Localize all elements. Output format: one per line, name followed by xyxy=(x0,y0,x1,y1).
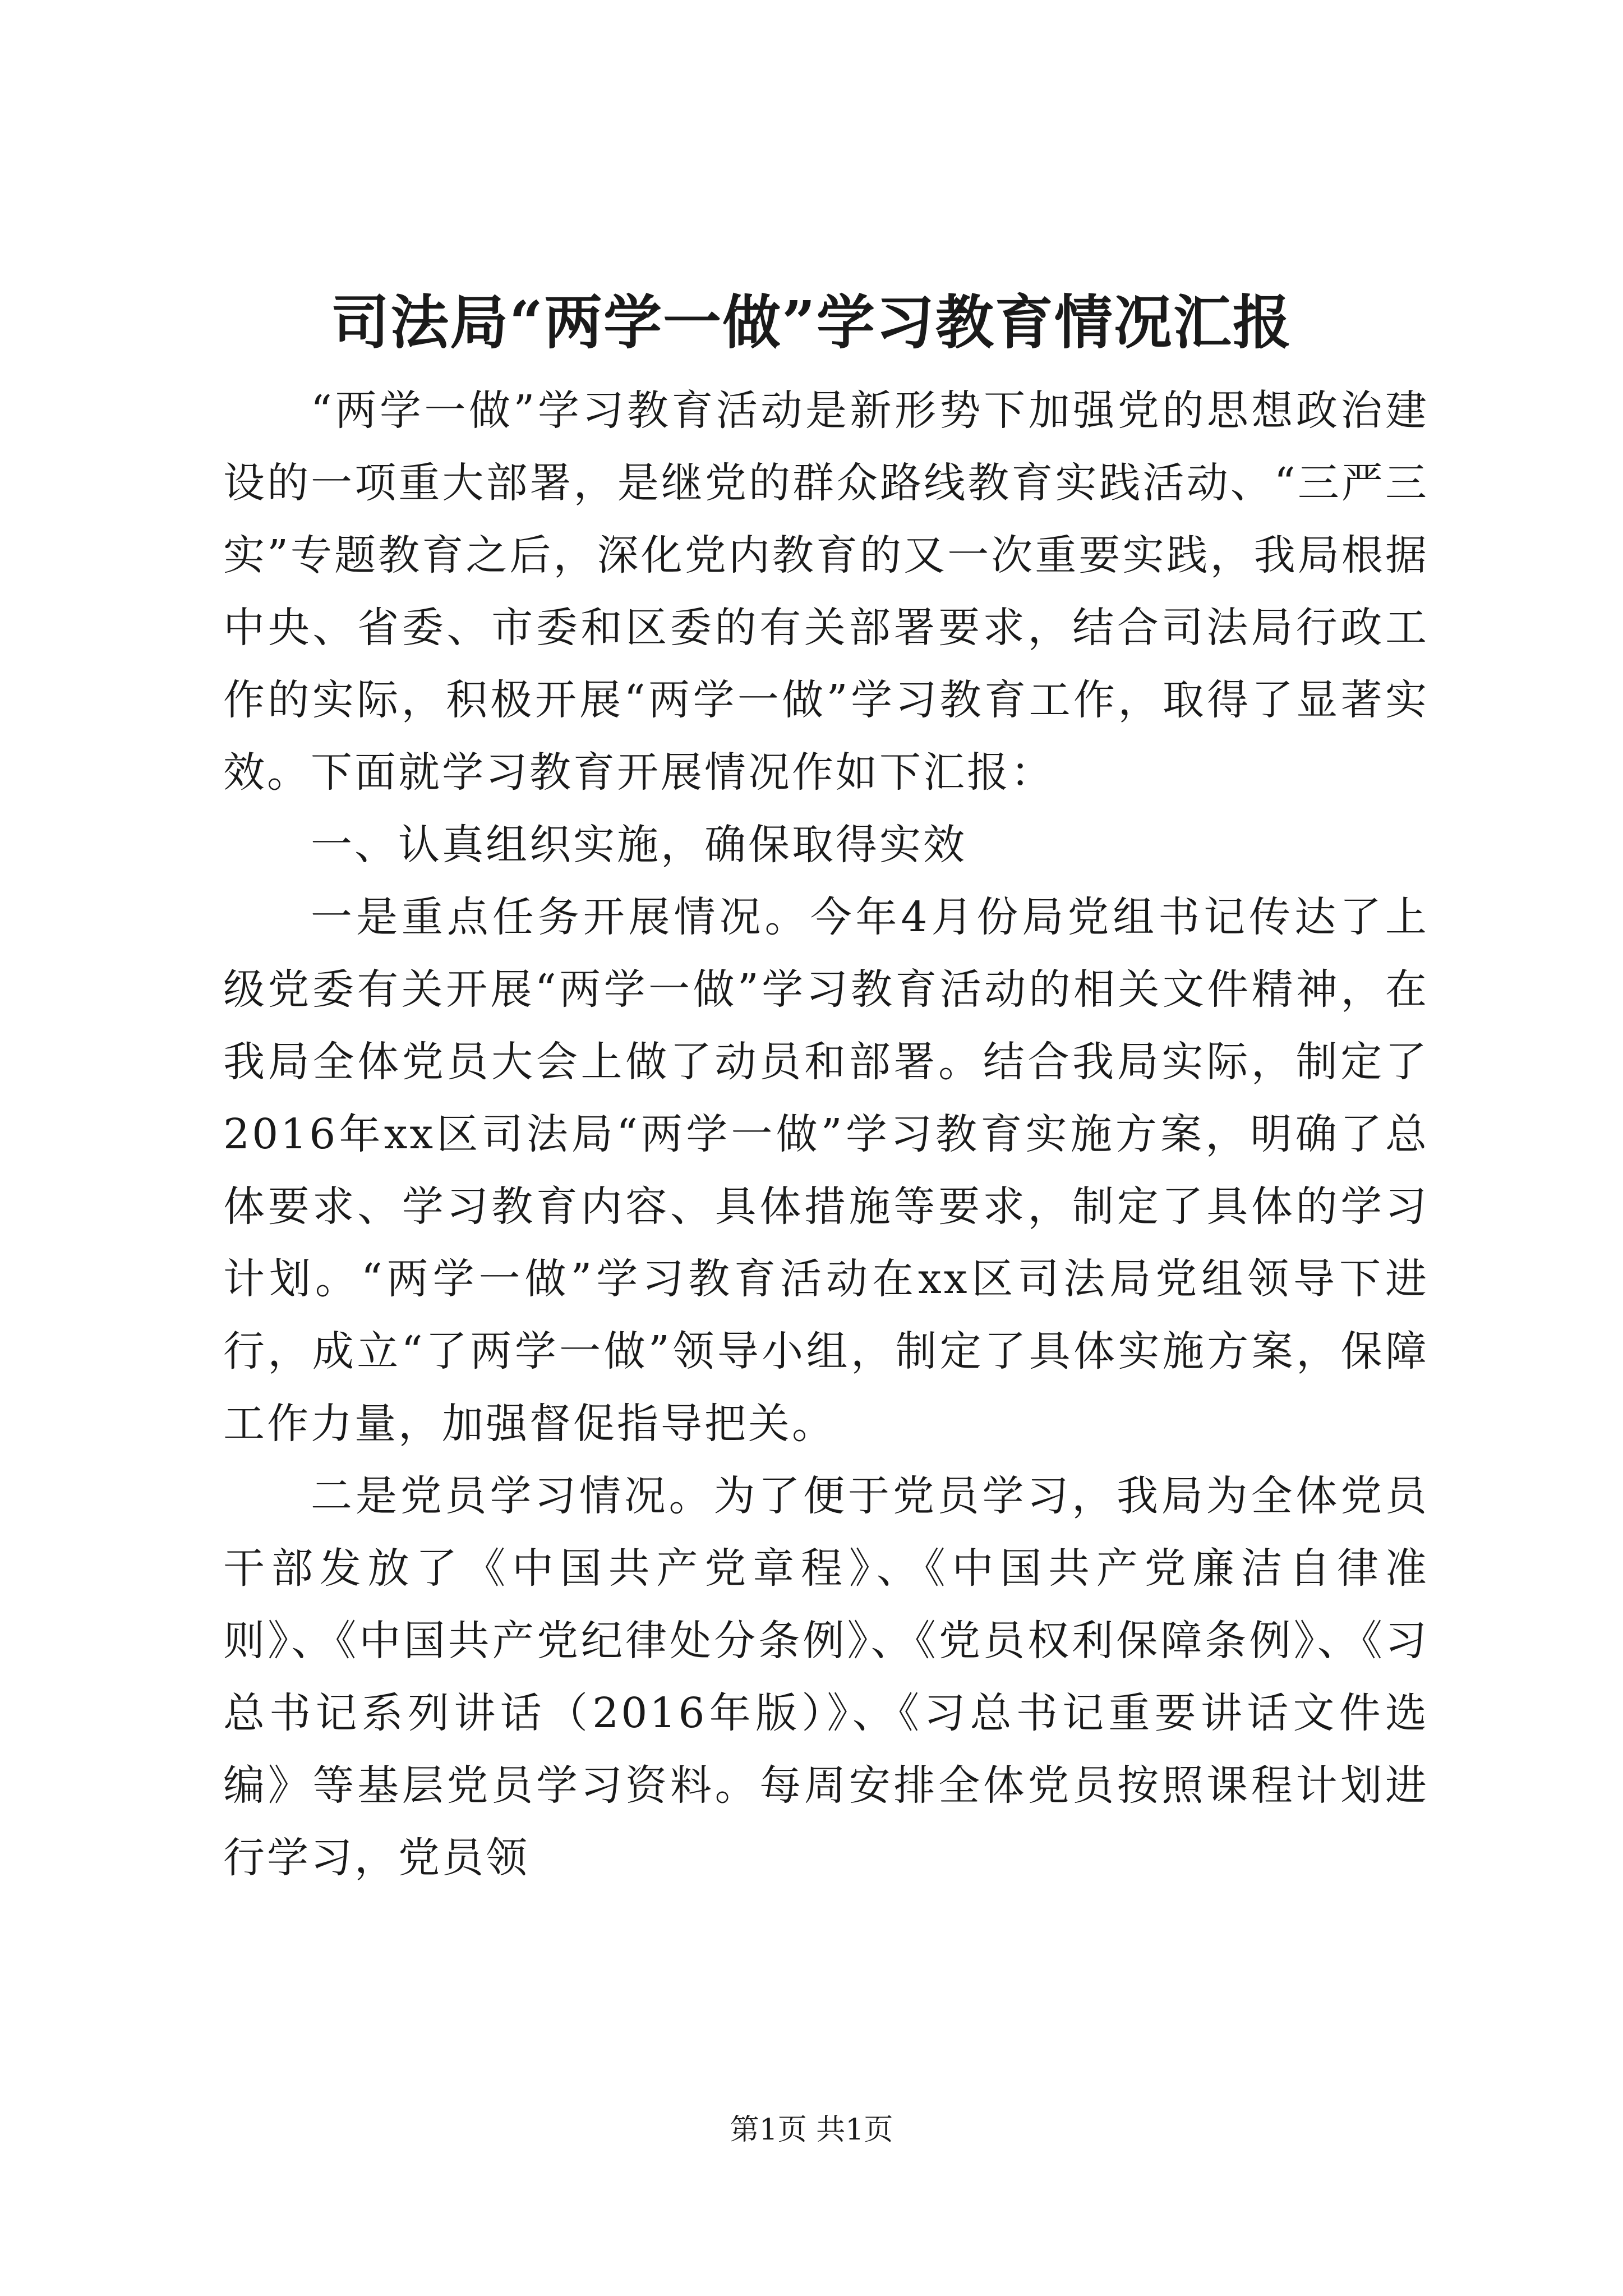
section-heading-1: 一、认真组织实施，确保取得实效 xyxy=(311,821,967,869)
paragraph-key-tasks: 一是重点任务开展情况。今年4月份局党组书记传达了上级党委有关开展“两学一做”学习教育活动的相关文件精神，在我局全体党员大会上做了动员和部署。结合我局实际，制定了2016年xx区司法局“两学一做”学习教育实施方案，明确了总体要求、学习教育内容、具体措施等要求，制定了具体的学习计划。“两学一做”学习教育活动在xx区司法局党组领导下进行，成立“了两学一做”领导小组，制定了具体实施方案，保障工作力量，加强督促指导把关。 xyxy=(223,893,1429,1448)
document-body xyxy=(223,375,1429,1894)
paragraph-intro: “两学一做”学习教育活动是新形势下加强党的思想政治建设的一项重大部署，是继党的群众路线教育实践活动、“三严三实”专题教育之后，深化党内教育的又一次重要实践，我局根据中央、省委、市委和区委的有关部署要求，结合司法局行政工作的实际，积极开展“两学一做”学习教育工作，取得了显著实效。下面就学习教育开展情况作如下汇报： xyxy=(223,386,1429,797)
page-footer: 第1页 共1页 xyxy=(730,2113,893,2147)
paragraph-member-study: 二是党员学习情况。为了便于党员学习，我局为全体党员干部发放了《中国共产党章程》、《中国共产党廉洁自律准则》、《中国共产党纪律处分条例》、《党员权利保障条例》、《习总书记系列讲话（2016年版）》、《习总书记重要讲话文件选编》等基层党员学习资料。每周安排全体党员按照课程计划进行学习，党员领 xyxy=(223,1472,1429,1882)
document-title: 司法局“两学一做”学习教育情况汇报 xyxy=(331,288,1292,357)
